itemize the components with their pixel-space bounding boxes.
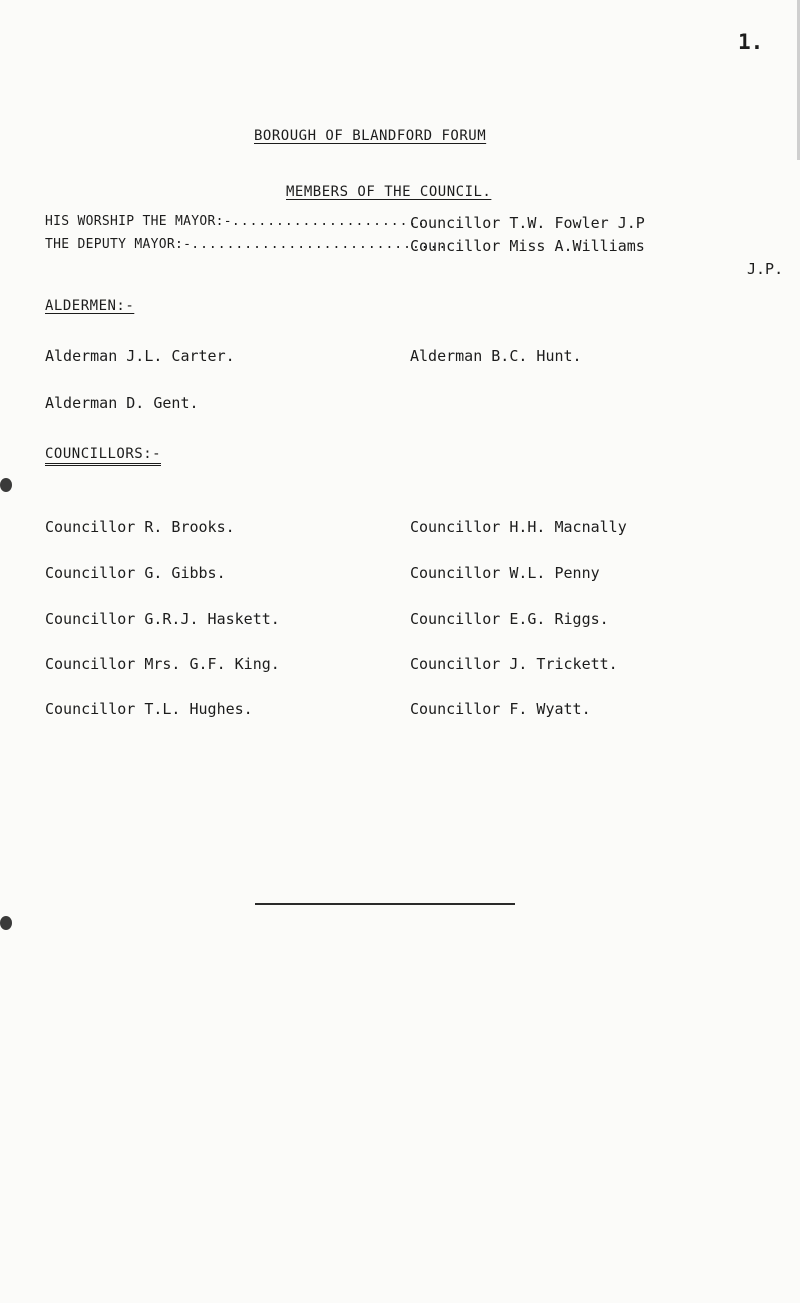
councillors-heading <box>45 446 161 462</box>
councillors-heading-text: COUNCILLORS:- <box>45 446 161 466</box>
document-title <box>254 128 486 144</box>
deputy-mayor-line <box>45 237 447 252</box>
mayor-leader-dots: ...................... <box>231 214 427 229</box>
councillor-right-2: Councillor W.L. Penny <box>410 564 600 582</box>
aldermen-heading-text: ALDERMEN:- <box>45 298 135 314</box>
alderman-right-1: Alderman B.C. Hunt. <box>410 347 582 365</box>
councillor-left-3: Councillor G.R.J. Haskett. <box>45 610 280 628</box>
closing-divider <box>255 903 515 905</box>
councillor-left-1: Councillor R. Brooks. <box>45 518 235 536</box>
deputy-mayor-office-label: THE DEPUTY MAYOR:- <box>45 237 192 252</box>
councillor-right-5: Councillor F. Wyatt. <box>410 700 591 718</box>
councillor-right-1: Councillor H.H. Macnally <box>410 518 627 536</box>
alderman-left-1: Alderman J.L. Carter. <box>45 347 235 365</box>
councillor-right-4: Councillor J. Trickett. <box>410 655 618 673</box>
councillor-left-2: Councillor G. Gibbs. <box>45 564 226 582</box>
punch-hole-mark-upper <box>0 478 12 492</box>
document-subtitle-text: MEMBERS OF THE COUNCIL. <box>286 184 492 200</box>
alderman-left-2: Alderman D. Gent. <box>45 394 199 412</box>
mayor-office-label: HIS WORSHIP THE MAYOR:- <box>45 214 232 229</box>
mayor-line <box>45 214 426 229</box>
deputy-mayor-holder: Councillor Miss A.Williams <box>410 237 645 255</box>
deputy-mayor-leader-dots: ............................. <box>191 237 448 252</box>
mayor-holder: Councillor T.W. Fowler J.P <box>410 214 645 232</box>
councillor-right-3: Councillor E.G. Riggs. <box>410 610 609 628</box>
councillor-left-5: Councillor T.L. Hughes. <box>45 700 253 718</box>
deputy-mayor-suffix: J.P. <box>747 260 784 278</box>
document-subtitle <box>286 184 491 200</box>
punch-hole-mark-lower <box>0 916 12 930</box>
aldermen-heading <box>45 298 134 314</box>
councillor-left-4: Councillor Mrs. G.F. King. <box>45 655 280 673</box>
document-title-text: BOROUGH OF BLANDFORD FORUM <box>254 128 487 144</box>
page-number: 1. <box>738 30 764 54</box>
